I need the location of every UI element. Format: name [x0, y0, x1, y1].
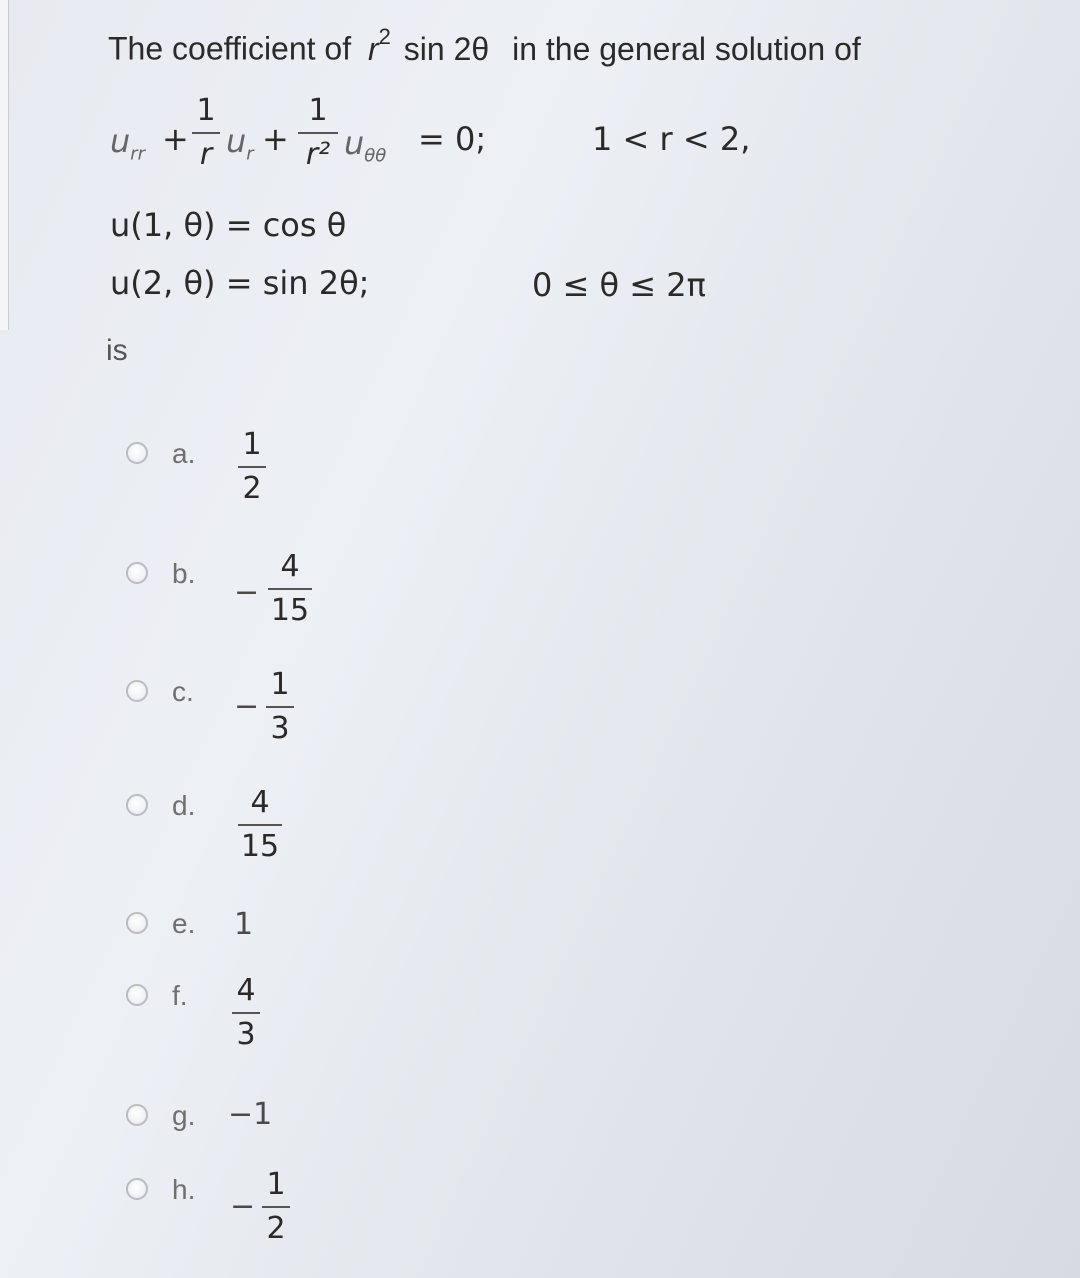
is-label: is: [106, 334, 128, 367]
option-d-num: 4: [250, 785, 270, 820]
option-h-bar: [262, 1206, 290, 1208]
option-h-sign: −: [230, 1189, 256, 1224]
option-c-label: c.: [172, 676, 194, 707]
option-h-num: 1: [266, 1167, 286, 1202]
ur-term: [226, 122, 254, 164]
fraction-1-over-r2: [298, 93, 338, 172]
radio-e[interactable]: [126, 912, 148, 934]
radio-g[interactable]: [126, 1104, 148, 1126]
domain-theta: 0 ≤ θ ≤ 2π: [532, 266, 706, 304]
ur-subscript: r: [246, 143, 254, 165]
option-a-num: 1: [242, 427, 262, 462]
option-a-den: 2: [242, 471, 262, 506]
fraction-1-den: r: [199, 137, 213, 172]
option-e-value: 1: [234, 907, 254, 942]
plus-2: +: [262, 120, 289, 158]
utt-u: u: [344, 124, 365, 162]
option-b-bar: [268, 588, 312, 590]
option-c-den: 3: [270, 711, 290, 746]
option-c-sign: −: [234, 689, 260, 724]
boundary-condition-2: u(2, θ) = sin 2θ;: [110, 264, 370, 302]
option-a-fraction: [238, 427, 266, 506]
intro-r: r: [368, 30, 379, 67]
intro-exponent: 2: [378, 24, 391, 49]
fraction-1-over-r: [192, 93, 220, 172]
urr-u: u: [110, 122, 131, 160]
radio-c[interactable]: [126, 680, 148, 702]
option-a-bar: [238, 466, 266, 468]
fraction-2-bar: [298, 132, 338, 134]
option-f-den: 3: [236, 1017, 256, 1052]
option-d-fraction: [238, 785, 282, 864]
radio-a[interactable]: [126, 442, 148, 464]
option-b-label: b.: [172, 558, 196, 589]
page-edge-strip: [0, 0, 9, 330]
urr-term: [110, 122, 145, 164]
option-d-bar: [238, 824, 282, 826]
option-h-label: h.: [172, 1174, 196, 1205]
option-c-bar: [266, 706, 294, 708]
option-b-num: 4: [280, 549, 300, 584]
option-a-label: a.: [172, 438, 196, 469]
utt-term: [344, 124, 386, 166]
option-f-bar: [232, 1012, 260, 1014]
ur-u: u: [226, 122, 247, 160]
radio-d[interactable]: [126, 794, 148, 816]
radio-f[interactable]: [126, 984, 148, 1006]
option-h-den: 2: [266, 1211, 286, 1246]
option-b-fraction: [268, 549, 312, 628]
option-b-sign: −: [234, 575, 260, 610]
intro-sin: sin 2θ: [403, 30, 490, 67]
option-b-den: 15: [270, 593, 310, 628]
fraction-1-num: 1: [196, 93, 216, 128]
option-f-label: f.: [172, 980, 188, 1011]
option-f-fraction: [232, 973, 260, 1052]
equals-zero: = 0;: [418, 120, 487, 158]
fraction-1-bar: [192, 132, 220, 134]
intro-suffix: in the general solution of: [512, 30, 861, 67]
option-c-num: 1: [270, 667, 290, 702]
option-c-fraction: [266, 667, 294, 746]
urr-subscript: rr: [130, 143, 146, 165]
option-f-num: 4: [236, 973, 256, 1008]
option-g-label: g.: [172, 1100, 196, 1131]
utt-subscript: θθ: [364, 145, 387, 167]
option-d-den: 15: [240, 829, 280, 864]
question-intro: [108, 24, 861, 67]
fraction-2-num: 1: [308, 93, 328, 128]
option-h-fraction: [262, 1167, 290, 1246]
radio-b[interactable]: [126, 562, 148, 584]
option-d-label: d.: [172, 790, 196, 821]
boundary-condition-1: u(1, θ) = cos θ: [110, 206, 347, 244]
fraction-2-den: r²: [305, 137, 331, 172]
option-g-value: −1: [228, 1097, 273, 1132]
radio-h[interactable]: [126, 1178, 148, 1200]
intro-prefix: The coefficient of: [108, 30, 352, 67]
domain-r: 1 < r < 2,: [592, 120, 751, 158]
option-e-label: e.: [172, 908, 196, 939]
plus-1: +: [162, 120, 189, 158]
